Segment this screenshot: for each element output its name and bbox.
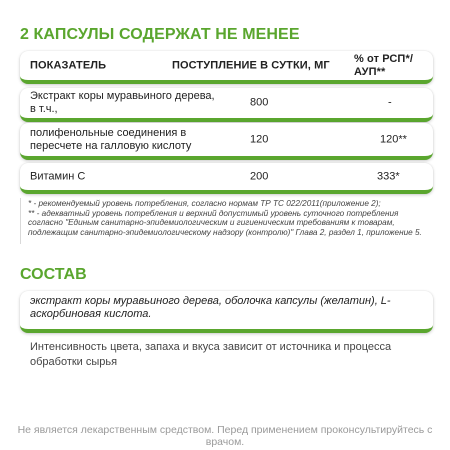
table-row (20, 163, 433, 194)
row-dose: 800 (250, 96, 269, 109)
table-row (20, 88, 433, 122)
row-name: полифенольные соединения в пересчете на галловую кислоту (30, 126, 192, 152)
table-header (20, 51, 433, 84)
row-percent: 120** (380, 133, 407, 145)
row-percent: - (388, 96, 392, 109)
row-percent: 333* (377, 170, 400, 182)
row-dose: 200 (250, 170, 269, 182)
table-row (20, 123, 433, 160)
composition-text: экстракт коры муравьиного дерева, оболочка капсулы (желатин), L-аскорбиновая кислота. (30, 295, 391, 320)
row-dose: 120 (250, 133, 269, 145)
footnote-line-1: * - рекомендуемый уровень потребления, согласно нормам ТР ТС 022/2011(приложение 2); (28, 199, 381, 208)
header-indicator: ПОКАЗАТЕЛЬ (30, 59, 107, 71)
header-daily-intake: ПОСТУПЛЕНИЕ В СУТКИ, МГ (172, 59, 330, 71)
row-name: Экстракт коры муравьиного дерева, в т.ч., (30, 90, 215, 115)
processing-note: Интенсивность цвета, запаха и вкуса зависит от источника и процесса обработки сырья (30, 341, 392, 368)
footnote-line-2: ** - адекватный уровень потребления и верхний допустимый уровень суточного потребления согласно "Единым санитарно-эпидемиологическим и гигиеническим требованиям к товарам, подлежащим санитарно-эпидемиологическому надзору (контролю)" Глава 2, раздел 1, приложение 5. (28, 208, 422, 237)
footnote-divider (20, 198, 25, 244)
section-title: 2 КАПСУЛЫ СОДЕРЖАТ НЕ МЕНЕЕ (20, 26, 300, 43)
row-name: Витамин С (30, 170, 86, 182)
footnote (28, 199, 433, 237)
composition-title: СОСТАВ (20, 266, 87, 283)
composition-card (20, 291, 433, 333)
disclaimer: Не является лекарственным средством. Перед применением проконсультируйтесь с врачом. (17, 424, 433, 448)
header-percent: % от РСП*/АУП** (354, 52, 413, 78)
